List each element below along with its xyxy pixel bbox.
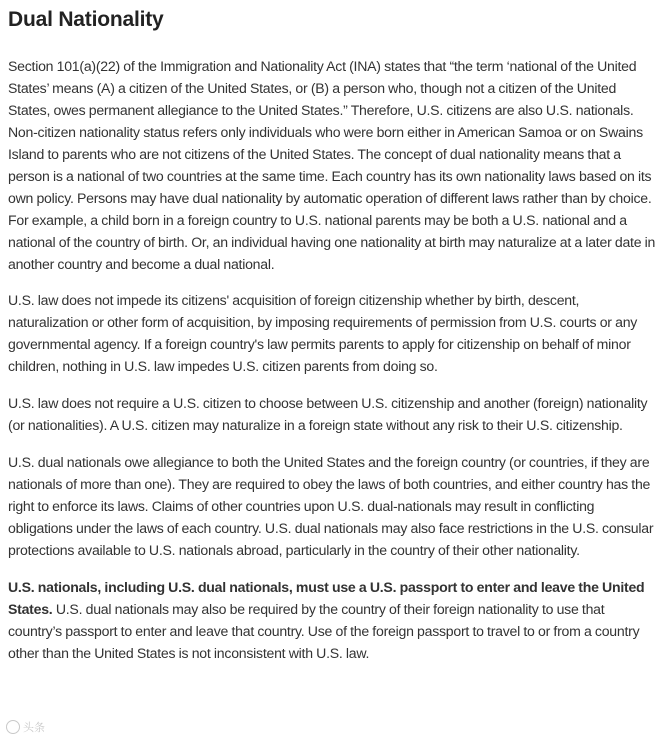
passport-rule-bold: U.S. nationals, including U.S. dual nationals, must use a U.S. passport to enter and leave the United States. bbox=[8, 579, 645, 617]
paragraph-acquisition: U.S. law does not impede its citizens' acquisition of foreign citizenship whether by birth, descent, naturalization or other form of acquisition, by imposing requirements of permission from U.S. courts or any governmental agency. If a foreign country's law permits parents to apply for citizenship on behalf of minor children, nothing in U.S. law impedes U.S. citizen parents from doing so. bbox=[8, 292, 638, 374]
paragraph-definition: Section 101(a)(22) of the Immigration and Nationality Act (INA) states that “the term ‘national of the United States’ means (A) a citizen of the United States, or (B) a person who, though not a citizen of the United States, owes permanent allegiance to the United States.” Therefore, U.S. citizens are also U.S. nationals. Non-citizen nationality status refers only individuals who were born either in American Samoa or on Swains Island to parents who are not citizens of the United States. The concept of dual nationality means that a person is a national of two countries at the same time. Each country has its own nationality laws based on its own policy. Persons may have dual nationality by automatic operation of different laws rather than by choice. For example, a child born in a foreign country to U.S. national parents may be both a U.S. national and a national of the country of birth. Or, an individual having one nationality at birth may naturalize at a later date in another country and become a dual national. bbox=[8, 58, 656, 272]
page-title: Dual Nationality bbox=[8, 8, 164, 31]
paragraph-passport bbox=[8, 576, 656, 664]
watermark-logo-icon bbox=[6, 720, 20, 734]
watermark-text: 头条 bbox=[23, 721, 45, 734]
passport-rule-rest: U.S. dual nationals may also be required by the country of their foreign nationality to use that country’s passport to enter and leave that country. Use of the foreign passport to travel to or from a country other than the United States is not inconsistent with U.S. law. bbox=[8, 601, 640, 661]
watermark bbox=[6, 719, 45, 735]
paragraph-no-choice-required: U.S. law does not require a U.S. citizen to choose between U.S. citizenship and another (foreign) nationality (or nationalities). A U.S. citizen may naturalize in a foreign state without any risk to their U.S. citizenship. bbox=[8, 395, 648, 433]
paragraph-allegiance: U.S. dual nationals owe allegiance to both the United States and the foreign country (or countries, if they are nationals of more than one). They are required to obey the laws of both countries, and either country has the right to enforce its laws. Claims of other countries upon U.S. dual-nationals may result in conflicting obligations under the laws of each country. U.S. dual nationals may also face restrictions in the U.S. consular protections available to U.S. nationals abroad, particularly in the country of their other nationality. bbox=[8, 454, 654, 558]
